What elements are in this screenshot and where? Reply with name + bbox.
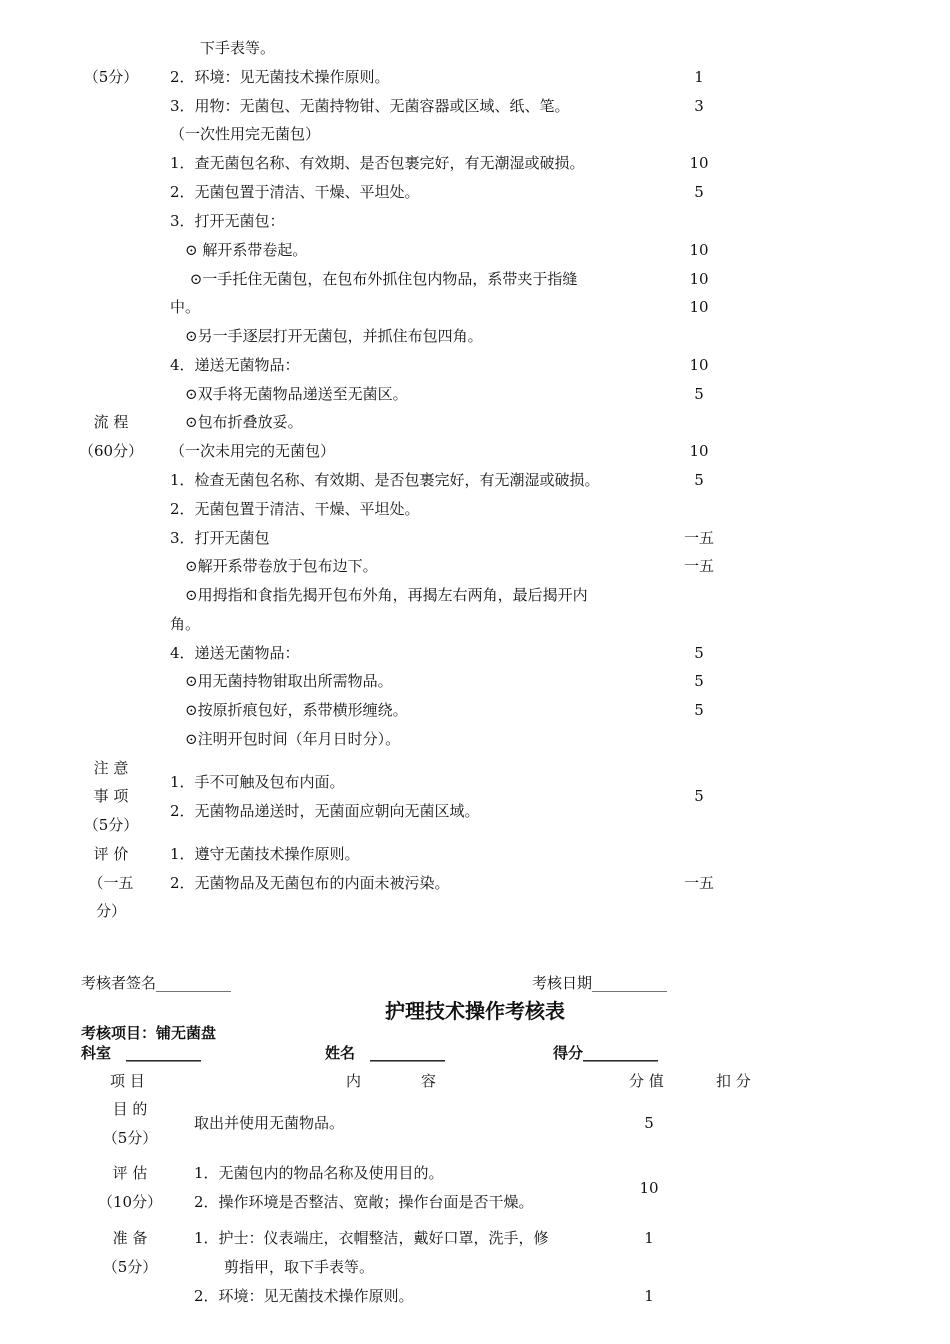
- row-content: 下手表等。: [170, 39, 276, 57]
- row-content: （一次性用完无菌包）: [170, 125, 321, 143]
- row-content: 取出并使用无菌物品。: [194, 1114, 345, 1132]
- row-score: 一五: [683, 529, 714, 547]
- row-label: 注 意: [93, 759, 129, 777]
- row-content: ⊙用拇指和食指先揭开包布外角，再揭左右两角，最后揭开内: [170, 586, 588, 604]
- row-content: 4．递送无菌物品：: [170, 356, 300, 374]
- row-content: ⊙解开系带卷放于包布边下。: [170, 557, 378, 575]
- row-label: （60分）: [78, 442, 144, 460]
- row-label: 流 程: [93, 413, 129, 431]
- row-score: 3: [694, 97, 704, 115]
- row-score: 5: [694, 672, 704, 690]
- row-score: 5: [694, 701, 704, 719]
- row-score: 5: [644, 1114, 654, 1132]
- row-score: 10: [689, 356, 709, 374]
- row-score: 1: [644, 1287, 654, 1305]
- row-label: 评 价: [93, 845, 129, 863]
- examiner-signature: 考核者签名__________: [81, 974, 232, 992]
- row-label: （5分）: [83, 68, 139, 86]
- assessment-project: 考核项目：铺无菌盘: [81, 1024, 217, 1042]
- row-content: 中。: [170, 298, 201, 316]
- row-content: 1．查无菌包名称、有效期、是否包裹完好，有无潮湿或破损。: [170, 154, 585, 172]
- row-content: ⊙注明开包时间（年月日时分）。: [170, 730, 401, 748]
- header-content: 内 容: [346, 1072, 437, 1090]
- row-score: 10: [689, 154, 709, 172]
- row-score: 10: [689, 298, 709, 316]
- row-content: 1．遵守无菌技术操作原则。: [170, 845, 360, 863]
- row-score: 5: [694, 183, 704, 201]
- row-content: 3．用物：无菌包、无菌持物钳、无菌容器或区域、纸、笔。: [170, 97, 570, 115]
- row-content: ⊙ 解开系带卷起。: [170, 241, 308, 259]
- row-score: 10: [639, 1179, 659, 1197]
- row-label: 准 备: [112, 1229, 148, 1247]
- row-content: 角。: [170, 615, 201, 633]
- row-content: ⊙按原折痕包好，系带横形缠绕。: [170, 701, 408, 719]
- row-content: 2．环境：见无菌技术操作原则。: [194, 1287, 414, 1305]
- row-score: 10: [689, 442, 709, 460]
- row-content: 1．检查无菌包名称、有效期、是否包裹完好，有无潮湿或破损。: [170, 471, 600, 489]
- row-content: 1．护士：仪表端庄，衣帽整洁，戴好口罩，洗手，修: [194, 1229, 549, 1247]
- row-score: 1: [694, 68, 704, 86]
- row-score: 5: [694, 787, 704, 805]
- form-title: 护理技术操作考核表: [385, 999, 565, 1023]
- row-content: 2．无菌物品及无菌包布的内面未被污染。: [170, 874, 450, 892]
- row-score: 5: [694, 471, 704, 489]
- row-label: 事 项: [93, 787, 129, 805]
- row-content: 2．无菌包置于清洁、干燥、平坦处。: [170, 183, 420, 201]
- row-content: 1．手不可触及包布内面。: [170, 773, 345, 791]
- row-label: （5分）: [102, 1129, 158, 1147]
- row-content: （一次未用完的无菌包）: [170, 442, 336, 460]
- row-label: 分）: [95, 902, 126, 920]
- row-score: 一五: [683, 557, 714, 575]
- row-content: 剪指甲，取下手表等。: [194, 1258, 375, 1276]
- row-content: 2．无菌包置于清洁、干燥、平坦处。: [170, 500, 420, 518]
- row-label: （10分）: [97, 1193, 163, 1211]
- row-content: 1．无菌包内的物品名称及使用目的。: [194, 1164, 444, 1182]
- row-label: （5分）: [83, 816, 139, 834]
- row-score: 一五: [683, 874, 714, 892]
- row-label: 目 的: [112, 1100, 148, 1118]
- row-content: 2．环境：见无菌技术操作原则。: [170, 68, 390, 86]
- row-content: 3．打开无菌包: [170, 529, 270, 547]
- row-label: （5分）: [102, 1258, 158, 1276]
- row-content: 4．递送无菌物品：: [170, 644, 300, 662]
- row-score: 10: [689, 241, 709, 259]
- row-content: ⊙另一手逐层打开无菌包，并抓住布包四角。: [170, 327, 483, 345]
- row-label: 评 估: [112, 1164, 148, 1182]
- row-content: 2．操作环境是否整洁、宽敞；操作台面是否干燥。: [194, 1193, 534, 1211]
- row-score: 5: [694, 644, 704, 662]
- row-label: （一五: [88, 874, 134, 892]
- department-field: 科室 __________: [81, 1044, 202, 1062]
- row-content: ⊙包布折叠放妥。: [170, 413, 303, 431]
- header-points: 分 值: [629, 1072, 664, 1090]
- header-item: 项 目: [110, 1072, 145, 1090]
- row-score: 5: [694, 385, 704, 403]
- row-content: ⊙双手将无菌物品递送至无菌区。: [170, 385, 408, 403]
- row-content: ⊙一手托住无菌包，在包布外抓住包内物品，系带夹于指缝: [170, 270, 578, 288]
- header-deduct: 扣 分: [716, 1072, 751, 1090]
- row-score: 10: [689, 270, 709, 288]
- assessment-date: 考核日期__________: [532, 974, 668, 992]
- row-content: 2．无菌物品递送时，无菌面应朝向无菌区域。: [170, 802, 480, 820]
- row-content: 3．打开无菌包：: [170, 212, 285, 230]
- row-content: ⊙用无菌持物钳取出所需物品。: [170, 672, 393, 690]
- name-field: 姓名 __________: [325, 1044, 446, 1062]
- score-field: 得分__________: [553, 1044, 659, 1062]
- row-score: 1: [644, 1229, 654, 1247]
